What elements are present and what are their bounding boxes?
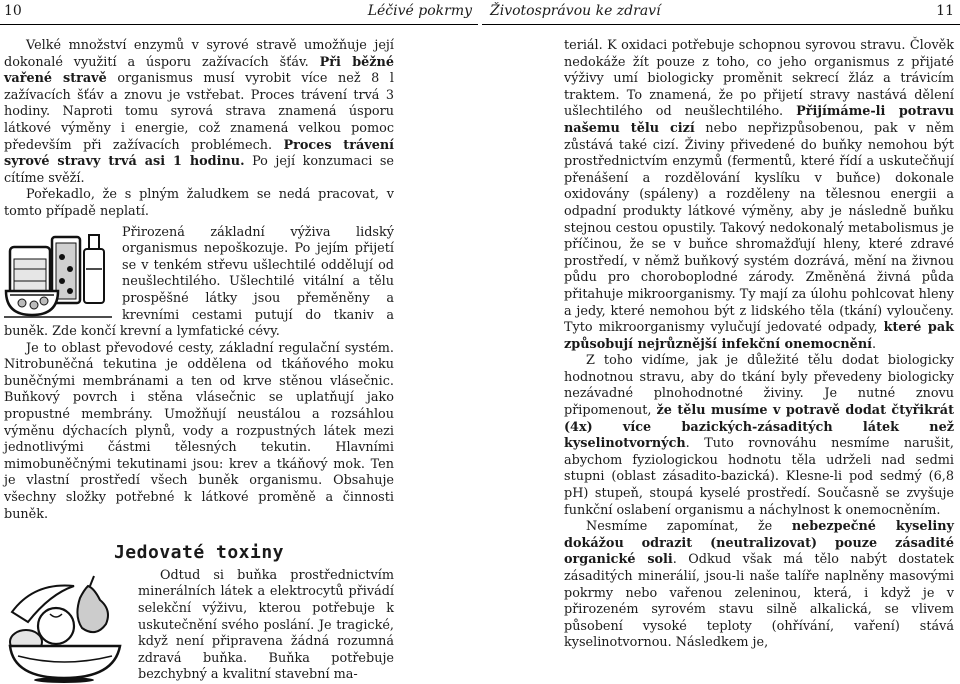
section-heading: Jedovaté toxiny [113, 542, 285, 564]
left-page [0, 0, 478, 683]
right-page [482, 0, 960, 653]
right-page-number: 11 [936, 3, 954, 19]
paragraph: Nesmíme zapomínat, že nebezpečné kyseliny dokážou odrazit (neutralizovat) pouze zásadité organické soli. Odkud však má tělo nabýt dostatek zásaditých minerálií, jsou-li naše talíře naplněny masovými pokrmy nebo vařenou zeleninou, která, i když je v přirozeném syrovém stavu silně alkalická, se vlivem působení vysoké teploty (ohřívání, vaření) stává kyselinotvornou. Následkem je, [564, 519, 954, 651]
left-page-body [4, 38, 394, 684]
right-page-body [564, 38, 954, 652]
glass-jars-illustration [4, 229, 114, 319]
paragraph: Pořekadlo, že s plným žaludkem se nedá pracovat, v tomto případě neplatí. [4, 187, 394, 219]
paragraph: Je to oblast převodové cesty, základní regulační systém. Nitrobuněčná tekutina je oddělena od tkáňového moku buněčnými membránami a ten od krve stěnou vlásečnic. Buňkový povrch i stěna vlásečnic se uplatňují jako propustné membrány. Umožňují neustálou a rozsáhlou výměnu dýchacích plynů, vody a rozpustných látek mezi jednotlivými částmi tělesných tekutin. Hlavními mimobuněčnými tekutinami jsou: krev a tkáňový mok. Ten je vlastní prostředí všech buněk organismu. Obsahuje všechny složky potřebné k látkové proměně a činnosti buněk. [4, 340, 394, 522]
left-running-title: Léčivé pokrmy [367, 3, 472, 19]
paragraph: Velké množství enzymů v syrové stravě umožňuje její dokonalé využití a úsporu zažívacích šťáv. Při běžné vařené stravě organismus musí vyrobit více než 8 l zažívacích šťáv a znovu je vstřebat. Proces trávení trvá 3 hodiny. Naproti tomu syrová strava znamená úsporu látkové výměny i energie, což znamená velkou pomoc především při zažívacích problémech. Proces trávení syrové stravy trvá asi 1 hodinu. Po její konzumaci se cítíme svěží. [4, 38, 394, 186]
right-running-title: Životosprávou ke zdraví [490, 3, 661, 19]
right-page-header [482, 0, 960, 25]
paragraph: teriál. K oxidaci potřebuje schopnou syrovou stravu. Člověk nedokáže žít pouze z toho, co jeho organismus z přijaté výživy umí biologicky proměnit sekrecí žláz a trávicím traktem. To znamená, že po přijetí stravy nastává dělení ušlechtilého od neušlechtilého. Přijímáme-li potravu našemu tělu cizí nebo nepřizpůsobenou, pak v něm zůstává také cizí. Živiny přivedené do buňky nemohou být prostřednictvím enzymů (fermentů, které řídí a uskutečňují přenášení a rozdělování kyslíku v buňce) dokonale oxidovány (spáleny) a rozděleny na tělesnou energii a odpadní produkty látkové výměny, aby je následně buňku stejnou cestou opustily. Takový nedokonalý metabolismus je příčinou, že se v buňce shromažďují hleny, které zdravé prostředí, v němž buňkový systém dozrává, mění na živnou půdu pro choroboplodné zárody. Změněná živná půda přitahuje mikroorganismy. Ty mají za úlohu pohlcovat hleny a jedy, které nemohou být z lidského těla (tkání) vyloučeny. Tyto mikroorganismy vylučují jedovaté odpady, které pak způsobují nejrůznější infekční onemocnění. [564, 38, 954, 352]
paragraph-with-figure: Odtud si buňka prostřednictvím minerálních látek a elektrocytů přivádí selekční výživu, kterou potřebuje k uskutečnění svého poslání. Je tragické, když není připravena žádná rozumná zdravá buňka. Buňka potřebuje bezchybný a kvalitní stavební ma- [4, 568, 394, 684]
left-page-header [0, 0, 478, 25]
paragraph-with-figure: Přirozená základní výživa lidský organismus nepoškozuje. Po jejím přijetí se v tenkém střevu ušlechtilé oddělují od neušlechtilého. Ušlechtilé vitální a tělu prospěšné látky jsou přeměněny a krevními cestami putují do tkaniv a buněk. Zde končí krevní a lymfatické cévy. [4, 224, 394, 340]
fruit-bowl-illustration [4, 572, 130, 684]
left-page-number: 10 [4, 3, 22, 19]
paragraph: Z toho vidíme, jak je důležité tělu dodat biologicky hodnotnou stravu, aby do tkání byly převedeny biologicky nezávadné plnohodnotné živiny. Je nutné znovu připomenout, že tělu musíme v potravě dodat čtyřikrát (4x) více bazických-zásaditých látek než kyselinotvorných. Tuto rovnováhu nesmíme narušit, abychom fyziologickou hodnotu těla udrželi nad sedmi stupni (oblast zásadito-bazická). Klesne-li pod sedmý (6,8 pH) stupeň, stoupá kyselé prostředí. Současně se zvyšuje funkční oslabení organismu a náchylnost k onemocněním. [564, 353, 954, 518]
